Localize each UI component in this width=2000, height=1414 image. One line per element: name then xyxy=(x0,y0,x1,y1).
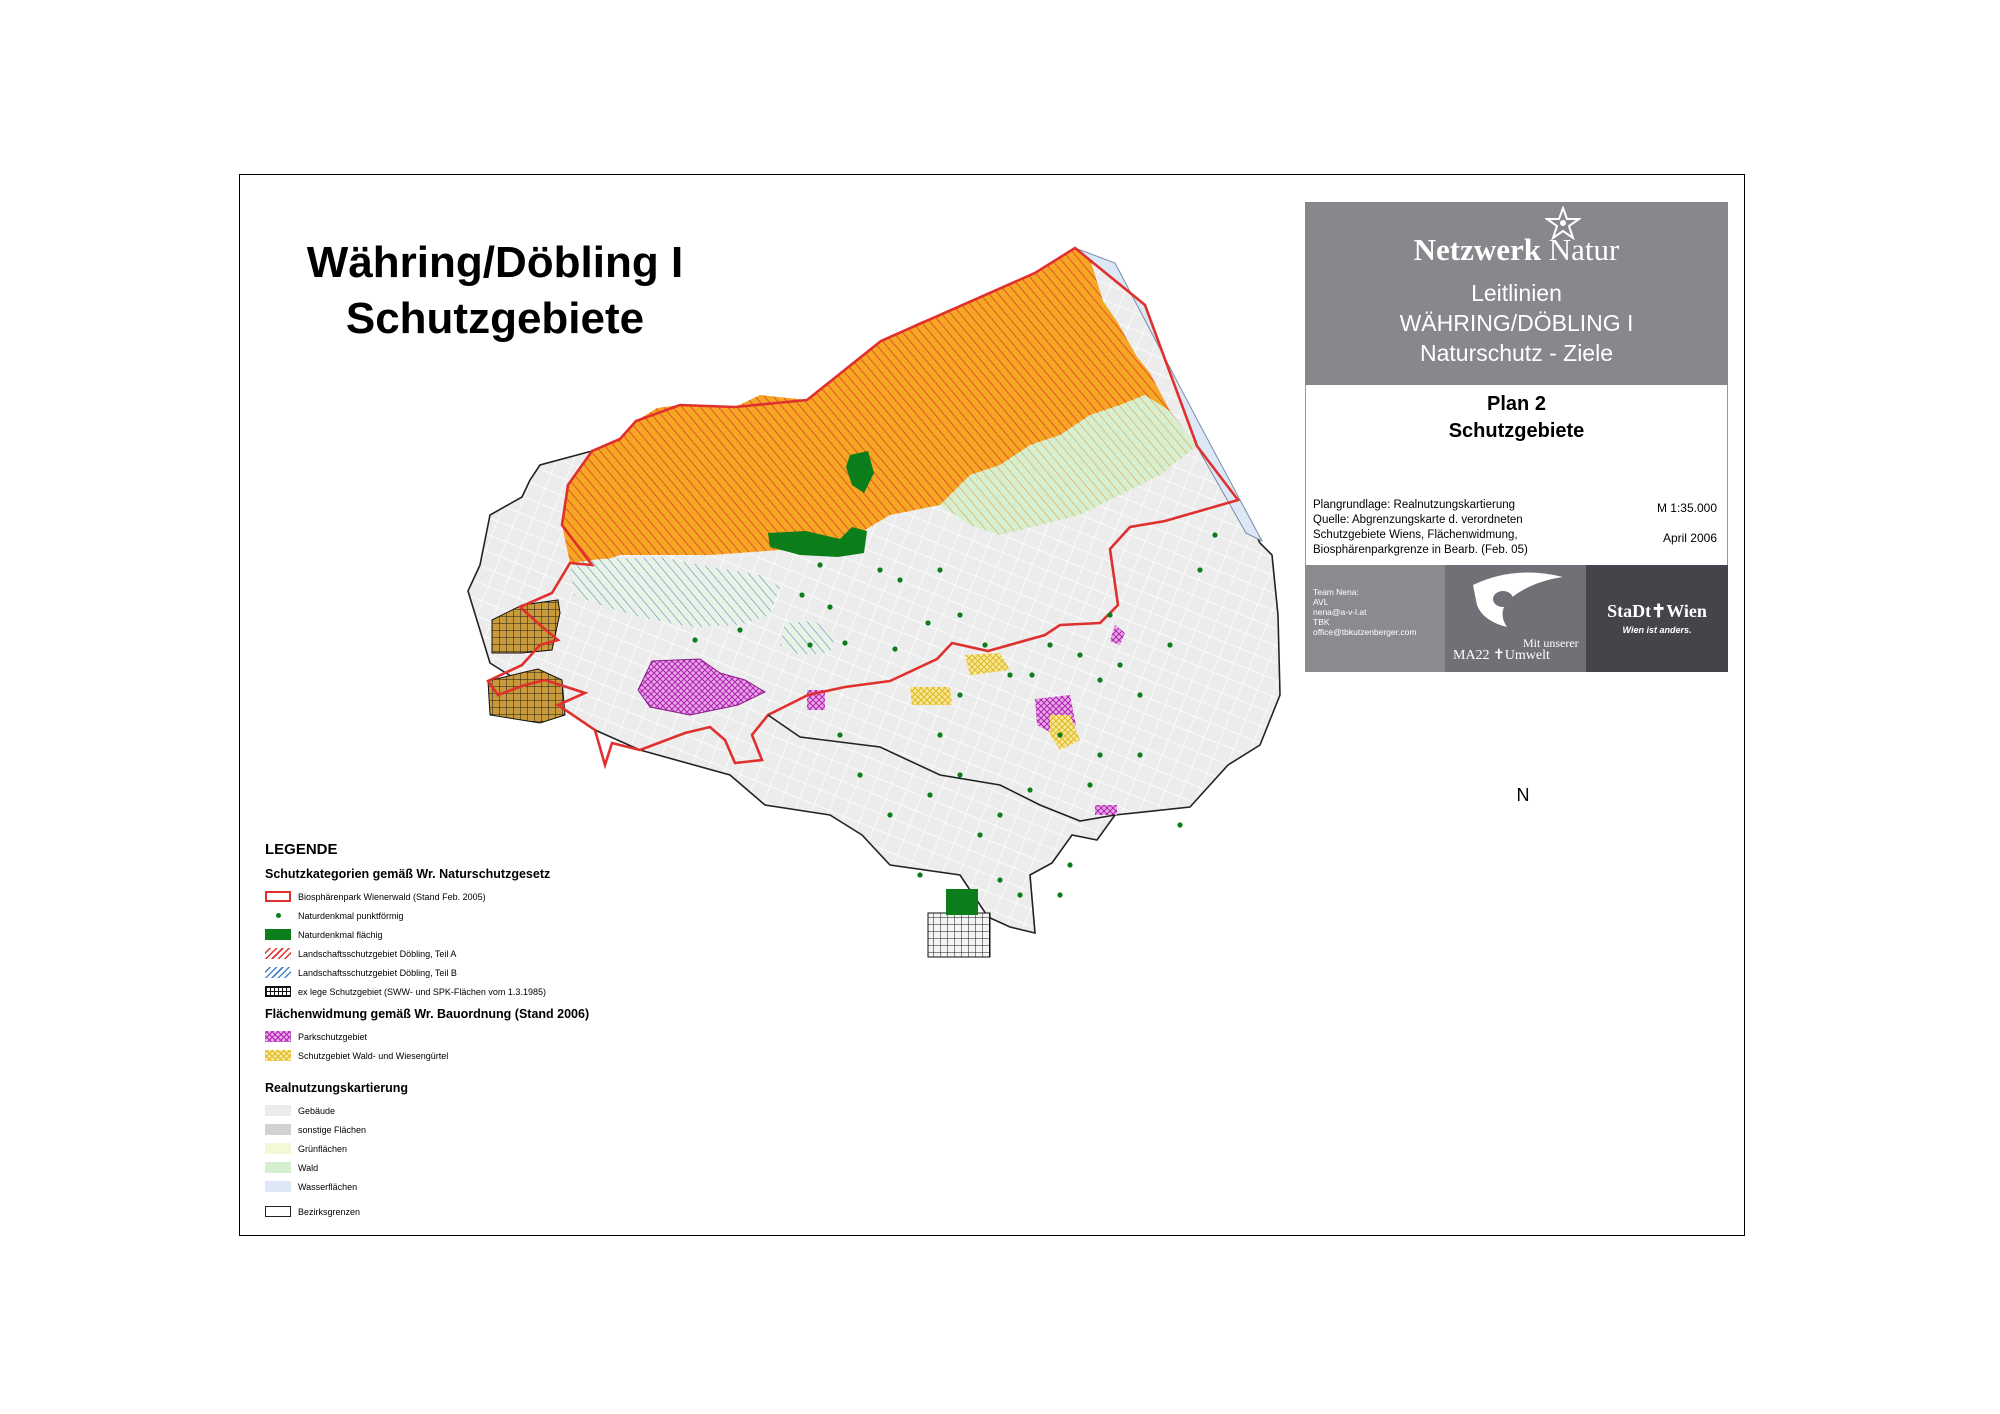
info-line3: Schutzgebiete Wiens, Flächenwidmung, xyxy=(1313,529,1518,541)
brand-logo xyxy=(1305,232,1728,268)
title-block-header xyxy=(1305,202,1728,385)
swatch-biosphere xyxy=(265,891,291,902)
plan-source-info xyxy=(1313,498,1528,558)
naturdenkmal-punkt xyxy=(1107,612,1112,617)
legend-item-biosphere xyxy=(265,887,685,906)
naturdenkmal-punkt xyxy=(997,877,1002,882)
ma22-logo xyxy=(1445,565,1586,672)
ex-lege-area-3 xyxy=(928,913,990,957)
plan-name: Schutzgebiete xyxy=(1448,420,1585,442)
swatch-lsg-b xyxy=(265,967,291,978)
info-line1: Plangrundlage: Realnutzungskartierung xyxy=(1313,499,1516,511)
swatch-wasser xyxy=(265,1181,291,1192)
naturdenkmal-punkt xyxy=(1057,892,1062,897)
legend-item-wasser xyxy=(265,1177,685,1196)
plan-info-box xyxy=(1305,385,1728,565)
naturdenkmal-punkt xyxy=(1087,782,1092,787)
naturdenkmal-punkt xyxy=(977,832,982,837)
team-line2: AVL xyxy=(1313,597,1329,607)
naturdenkmal-punkt xyxy=(1029,672,1034,677)
swatch-gruen xyxy=(265,1143,291,1154)
naturdenkmal-punkt xyxy=(957,772,962,777)
title-lines xyxy=(1305,278,1728,368)
naturdenkmal-punkt xyxy=(997,812,1002,817)
legend-item-nd-area xyxy=(265,925,685,944)
logo-strip xyxy=(1305,565,1728,672)
map-scale: M 1:35.000 xyxy=(1656,501,1717,515)
naturdenkmal-punkt xyxy=(692,637,697,642)
naturdenkmal-punkt xyxy=(892,646,897,651)
map-title xyxy=(240,235,750,347)
title-line3: Naturschutz - Ziele xyxy=(1419,340,1613,366)
naturdenkmal-punkt xyxy=(1057,732,1062,737)
naturdenkmal-punkt xyxy=(1007,672,1012,677)
legend-label-nd-area: Naturdenkmal flächig xyxy=(298,929,383,940)
team-line1: Team Nena: xyxy=(1313,587,1359,597)
legend-label-wasser: Wasserflächen xyxy=(298,1181,358,1192)
naturdenkmal-punkt xyxy=(799,592,804,597)
naturdenkmal-punkt xyxy=(1167,642,1172,647)
naturdenkmal-punkt xyxy=(897,577,902,582)
team-line5: office@tbkutzenberger.com xyxy=(1313,627,1417,637)
legend-label-nd-point: Naturdenkmal punktförmig xyxy=(298,910,404,921)
swatch-nd-point xyxy=(265,910,291,921)
map-frame xyxy=(239,174,1745,1236)
legend-item-sonstige xyxy=(265,1120,685,1139)
naturdenkmal-punkt xyxy=(925,620,930,625)
swatch-lsg-a xyxy=(265,948,291,959)
swatch-park xyxy=(265,1031,291,1042)
naturdenkmal-punkt xyxy=(887,812,892,817)
naturdenkmal-punkt xyxy=(1067,862,1072,867)
legend-title: LEGENDE xyxy=(265,841,338,858)
legend-item-lsg-b xyxy=(265,963,685,982)
title-block xyxy=(1305,202,1728,672)
naturdenkmal-punkt xyxy=(817,562,822,567)
plan-number: Plan 2 xyxy=(1487,393,1546,415)
stadt-wien-name: StaDt✝Wien xyxy=(1607,601,1707,621)
info-line4: Biosphärenparkgrenze in Bearb. (Feb. 05) xyxy=(1313,544,1528,556)
legend-item-nd-point xyxy=(265,906,685,925)
stadt-wien-tagline: Wien ist anders. xyxy=(1622,625,1692,635)
swatch-wald xyxy=(265,1050,291,1061)
naturdenkmal-punkt xyxy=(1117,662,1122,667)
swatch-ex-lege xyxy=(265,986,291,997)
legend-label-lsg-b: Landschaftsschutzgebiet Döbling, Teil B xyxy=(298,967,457,978)
naturdenkmal-punkt xyxy=(917,872,922,877)
naturdenkmal-punkt xyxy=(827,604,832,609)
naturdenkmal-punkt xyxy=(807,642,812,647)
title-line1: Leitlinien xyxy=(1471,280,1562,306)
legend-item-wald xyxy=(265,1046,685,1065)
naturdenkmal-punkt xyxy=(1047,642,1052,647)
legend-item-park xyxy=(265,1027,685,1046)
swatch-bezirk xyxy=(265,1206,291,1217)
legend-item-gebaeude xyxy=(265,1101,685,1120)
naturdenkmal-punkt xyxy=(1017,892,1022,897)
naturdenkmal-punkt xyxy=(842,640,847,645)
legend-item-ex-lege xyxy=(265,982,685,1001)
legend-section-realnutzung: Realnutzungskartierung xyxy=(265,1081,409,1095)
swatch-nd-area xyxy=(265,929,291,940)
team-nena-block xyxy=(1305,565,1445,672)
naturdenkmal-punkt xyxy=(1097,752,1102,757)
plan-date: April 2006 xyxy=(1662,531,1717,545)
naturdenkmal-punkt xyxy=(957,692,962,697)
legend-label-wald-rn: Wald xyxy=(298,1162,319,1173)
legend-label-ex-lege: ex lege Schutzgebiet (SWW- und SPK-Flächen vom 1.3.1985) xyxy=(298,986,546,997)
plan-label xyxy=(1306,391,1727,445)
brand-regular: Natur xyxy=(1548,232,1620,267)
ma22-eye-icon xyxy=(1445,565,1586,645)
naturdenkmal-punkt xyxy=(1137,752,1142,757)
naturdenkmal-punkt xyxy=(1197,567,1202,572)
team-line3: nena@a-v-l.at xyxy=(1313,607,1367,617)
legend-label-gruen: Grünflächen xyxy=(298,1143,348,1154)
map-title-line1: Währing/Döbling I xyxy=(306,238,684,287)
ex-lege-area-2 xyxy=(488,669,565,723)
swatch-sonstige xyxy=(265,1124,291,1135)
legend-label-gebaeude: Gebäude xyxy=(298,1105,336,1116)
legend-label-wald: Schutzgebiet Wald- und Wiesengürtel xyxy=(298,1050,449,1061)
park-protection-3 xyxy=(1095,805,1117,815)
naturdenkmal-punkt xyxy=(1212,532,1217,537)
legend-section-protection: Schutzkategorien gemäß Wr. Naturschutzgesetz xyxy=(265,867,551,881)
naturdenkmal-punkt xyxy=(1027,787,1032,792)
legend-label-lsg-a: Landschaftsschutzgebiet Döbling, Teil A xyxy=(298,948,457,959)
legend-item-wald-rn xyxy=(265,1158,685,1177)
north-indicator xyxy=(1506,785,1540,865)
ma22-text: MA22 ✝Umwelt xyxy=(1453,648,1550,663)
swatch-wald-rn xyxy=(265,1162,291,1173)
north-label: N xyxy=(1516,785,1530,805)
naturdenkmal-punkt xyxy=(937,732,942,737)
naturdenkmal-punkt xyxy=(937,567,942,572)
legend-label-sonstige: sonstige Flächen xyxy=(298,1124,367,1135)
legend-section-zoning: Flächenwidmung gemäß Wr. Bauordnung (Stand 2006) xyxy=(265,1007,590,1021)
naturdenkmal-punkt xyxy=(1137,692,1142,697)
info-line2: Quelle: Abgrenzungskarte d. verordneten xyxy=(1313,514,1523,526)
title-line2: WÄHRING/DÖBLING I xyxy=(1399,310,1634,336)
naturdenkmal-punkt xyxy=(857,772,862,777)
swatch-gebaeude xyxy=(265,1105,291,1116)
legend-item-bezirk xyxy=(265,1202,685,1221)
legend-item-gruen xyxy=(265,1139,685,1158)
legend-label-bezirk: Bezirksgrenzen xyxy=(298,1206,361,1217)
legend-label-park: Parkschutzgebiet xyxy=(298,1031,368,1042)
legend-item-lsg-a xyxy=(265,944,685,963)
naturdenkmal-punkt xyxy=(1097,677,1102,682)
legend-label-biosphere: Biosphärenpark Wienerwald (Stand Feb. 2005) xyxy=(298,891,486,902)
naturdenkmal-punkt xyxy=(877,567,882,572)
naturdenkmal-punkt xyxy=(1077,652,1082,657)
team-line4: TBK xyxy=(1313,617,1330,627)
naturdenkmal-punkt xyxy=(927,792,932,797)
naturdenkmal-flaechig-3 xyxy=(946,889,978,915)
naturdenkmal-punkt xyxy=(737,627,742,632)
map-legend xyxy=(265,841,685,1221)
naturdenkmal-punkt xyxy=(982,642,987,647)
wwg-area-2 xyxy=(910,687,952,705)
brand-bold: Netzwerk xyxy=(1413,232,1542,267)
naturdenkmal-punkt xyxy=(837,732,842,737)
stadt-wien-logo xyxy=(1586,565,1728,672)
ma22-subtext: Mit unserer xyxy=(1523,636,1579,650)
map-title-line2: Schutzgebiete xyxy=(345,294,645,343)
naturdenkmal-punkt xyxy=(957,612,962,617)
naturdenkmal-punkt xyxy=(1177,822,1182,827)
